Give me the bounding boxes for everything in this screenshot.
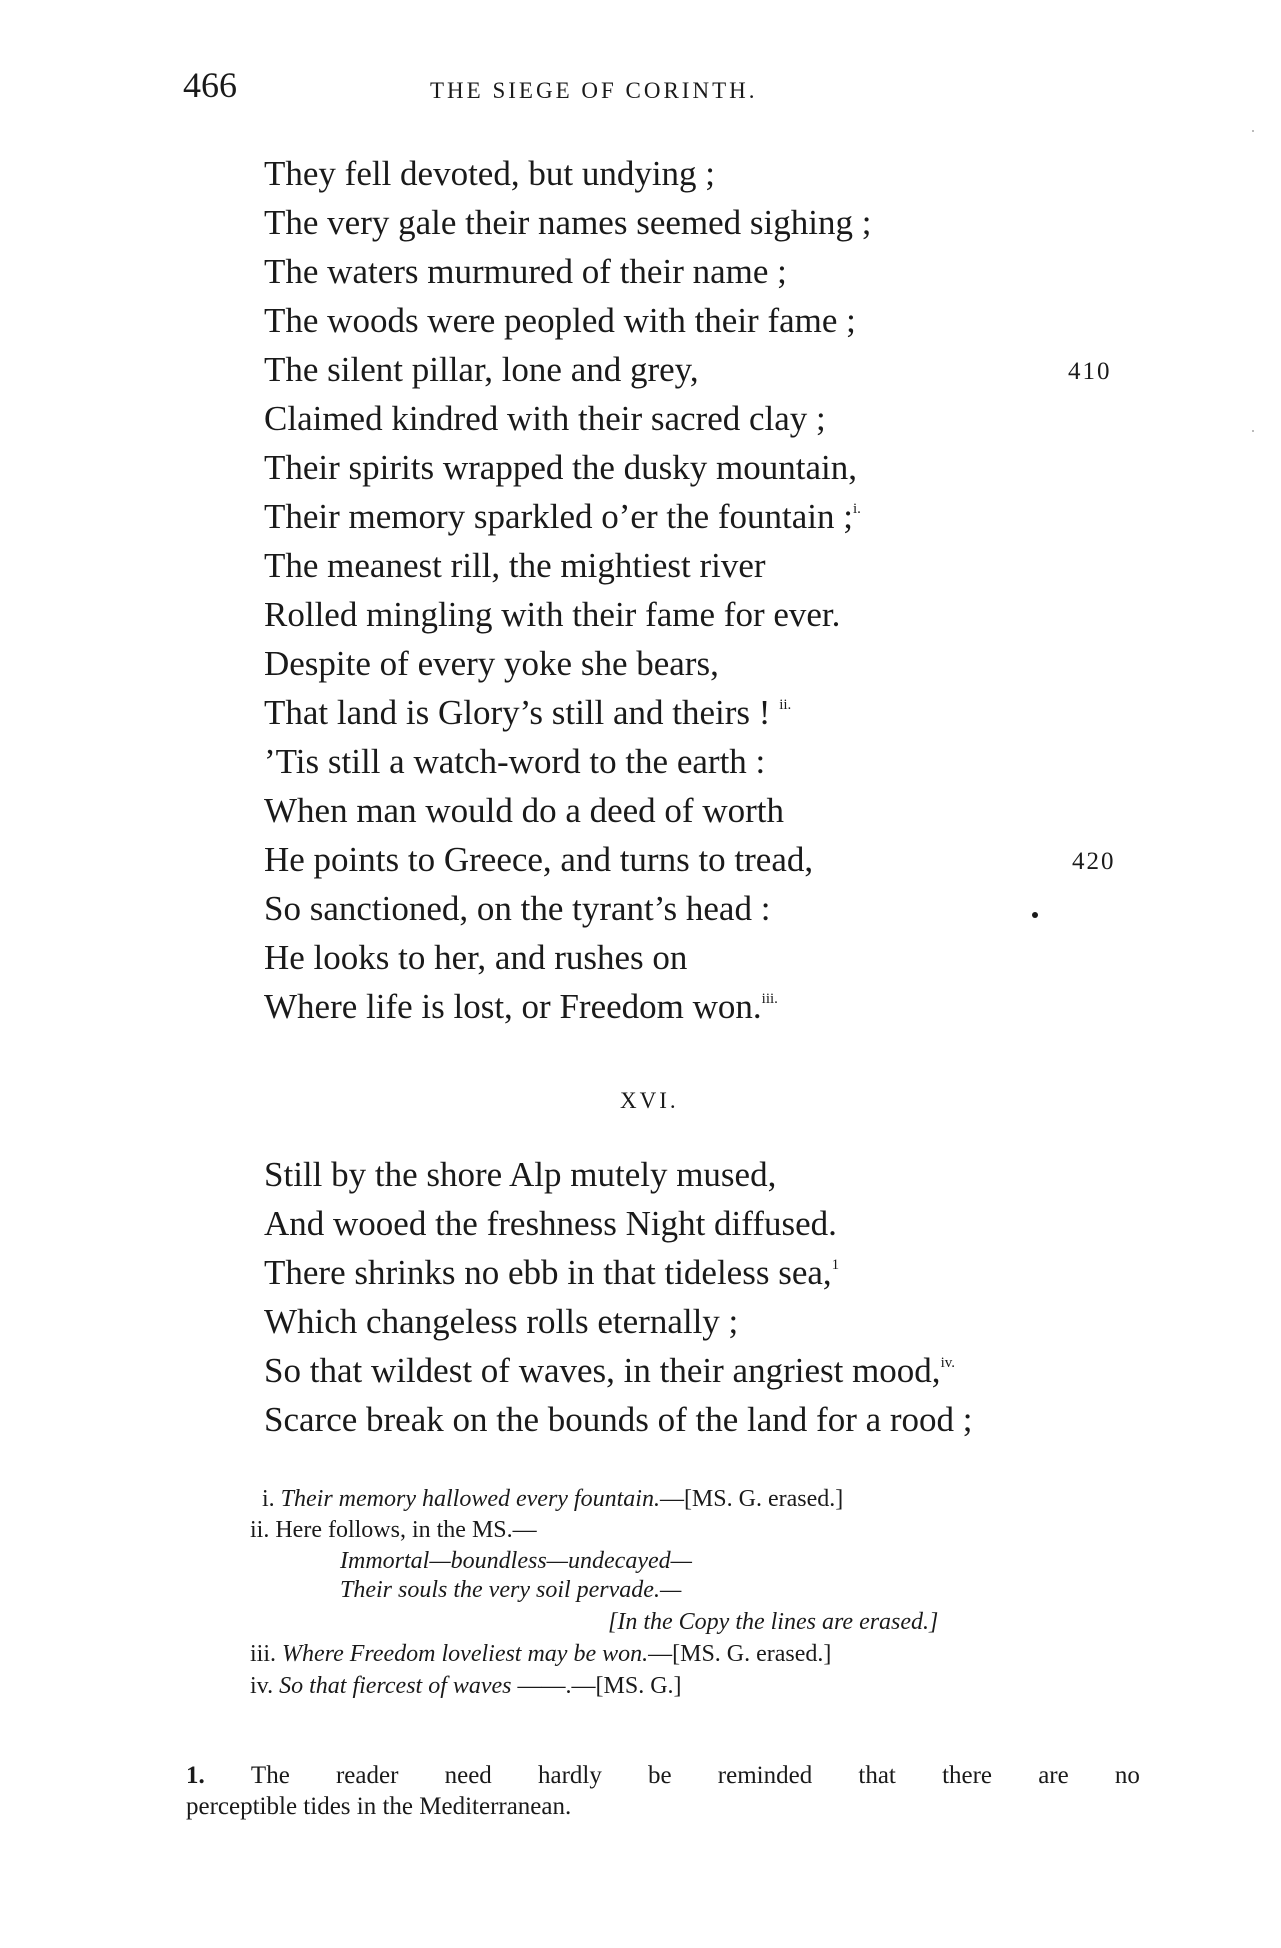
- footnote-line: 1. The reader need hardly be reminded that there are no: [186, 1762, 1140, 1789]
- verse-line: Which changeless rolls eternally ;: [264, 1302, 739, 1341]
- page-number: 466: [183, 65, 237, 105]
- variant-ref: i.: [852, 501, 861, 517]
- verse-line: And wooed the freshness Night diffused.: [264, 1204, 837, 1243]
- verse-line: They fell devoted, but undying ;: [264, 154, 716, 193]
- verse-line: Where life is lost, or Freedom won.$^{iii.}$: [264, 987, 778, 1026]
- verse-line: Still by the shore Alp mutely mused,: [264, 1155, 777, 1194]
- verse-line: The very gale their names seemed sighing ;: [264, 203, 872, 242]
- variant-ref: iii.: [761, 991, 778, 1007]
- verse-line: The waters murmured of their name ;: [264, 252, 787, 291]
- verse-line: Their memory sparkled o’er the fountain ;$^{i.}$: [264, 497, 861, 536]
- variant-note: iii. Where Freedom loveliest may be won.—[MS. G. erased.]: [250, 1641, 832, 1667]
- variant-quote: Their souls the very soil pervade.—: [340, 1577, 682, 1603]
- section-heading: XVI.: [620, 1088, 679, 1113]
- variant-ref: ii.: [779, 697, 792, 713]
- verse-line: The meanest rill, the mightiest river: [264, 546, 766, 585]
- verse-line: Rolled mingling with their fame for ever.: [264, 595, 841, 634]
- line-number: 420: [1072, 848, 1116, 875]
- variant-note: i. Their memory hallowed every fountain.—[MS. G. erased.]: [262, 1486, 844, 1512]
- verse-line: When man would do a deed of worth: [264, 791, 784, 830]
- running-title: THE SIEGE OF CORINTH.: [430, 78, 758, 103]
- line-number: 410: [1068, 358, 1112, 385]
- verse-line: There shrinks no ebb in that tideless sea,$^1$: [264, 1253, 840, 1292]
- verse-line: That land is Glory’s still and theirs ! $^{ii.}$: [264, 693, 792, 732]
- verse-line: He points to Greece, and turns to tread,: [264, 840, 814, 879]
- verse-line: So sanctioned, on the tyrant’s head :: [264, 889, 771, 928]
- verse-line: So that wildest of waves, in their angriest mood,$^{iv.}$: [264, 1351, 956, 1390]
- variant-note: iv. So that fiercest of waves ——.—[MS. G.]: [250, 1673, 682, 1699]
- verse-line: The silent pillar, lone and grey,: [264, 350, 699, 389]
- footnote-ref: 1: [831, 1257, 840, 1273]
- variant-ref: iv.: [940, 1355, 956, 1371]
- verse-line: Their spirits wrapped the dusky mountain,: [264, 448, 857, 487]
- variant-quote: [In the Copy the lines are erased.]: [608, 1609, 939, 1635]
- verse-line: Scarce break on the bounds of the land for a rood ;: [264, 1400, 973, 1439]
- stray-mark: [1032, 912, 1038, 918]
- footnote: [186, 1760, 1140, 1822]
- scan-speck: [1252, 130, 1254, 132]
- verse-line: Despite of every yoke she bears,: [264, 644, 719, 683]
- scan-speck: [1252, 430, 1254, 432]
- verse-line: He looks to her, and rushes on: [264, 938, 688, 977]
- verse-line: The woods were peopled with their fame ;: [264, 301, 856, 340]
- verse-line: Claimed kindred with their sacred clay ;: [264, 399, 826, 438]
- verse-line: ’Tis still a watch-word to the earth :: [264, 742, 766, 781]
- footnote-line: perceptible tides in the Mediterranean.: [186, 1793, 572, 1820]
- variant-note: ii. Here follows, in the MS.—: [250, 1517, 537, 1543]
- variant-quote: Immortal—boundless—undecayed—: [340, 1548, 692, 1574]
